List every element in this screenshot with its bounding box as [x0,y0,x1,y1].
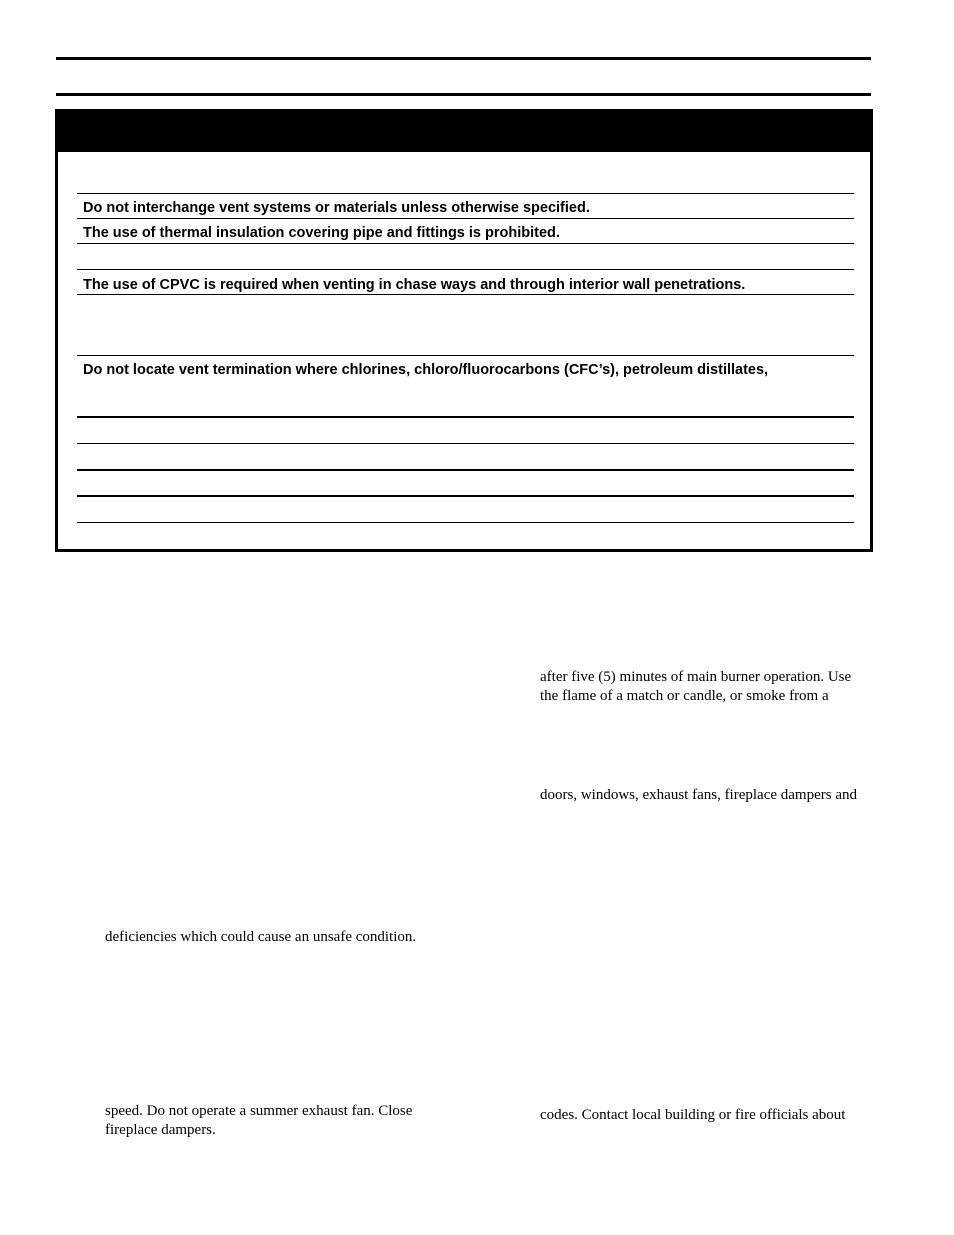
warning-row-divider [77,269,854,270]
right-paragraph-1-line-2: the flame of a match or candle, or smoke from a [540,688,829,704]
warning-row-divider [77,443,854,444]
warning-row-divider [77,469,854,471]
warning-row-text: The use of CPVC is required when venting in chase ways and through interior wall penetrations. [83,277,746,293]
warning-row-divider [77,243,854,244]
right-paragraph-1-line-1: after five (5) minutes of main burner operation. Use [540,669,852,685]
left-paragraph-2-line-2: fireplace dampers. [105,1122,216,1138]
warning-row-divider [77,218,854,219]
left-paragraph-2-line-1: speed. Do not operate a summer exhaust fan. Close [105,1103,413,1119]
warning-row-divider [77,193,854,194]
section-rule [56,93,871,96]
warning-row-divider [77,416,854,418]
warning-row-text: Do not interchange vent systems or materials unless otherwise specified. [83,200,590,216]
warning-row-divider [77,495,854,497]
warning-header-bar [58,112,870,152]
warning-box [55,109,873,552]
warning-row-text: Do not locate vent termination where chlorines, chloro/fluorocarbons (CFC’s), petroleum distillates, [83,362,769,378]
right-paragraph-3: codes. Contact local building or fire officials about [540,1107,846,1123]
warning-row-divider [77,355,854,356]
left-paragraph-1: deficiencies which could cause an unsafe condition. [105,929,417,945]
warning-row-divider [77,522,854,523]
right-paragraph-2: doors, windows, exhaust fans, fireplace dampers and [540,787,857,803]
top-rule [56,57,871,60]
warning-row-text: The use of thermal insulation covering pipe and fittings is prohibited. [83,225,560,241]
warning-row-divider [77,294,854,295]
